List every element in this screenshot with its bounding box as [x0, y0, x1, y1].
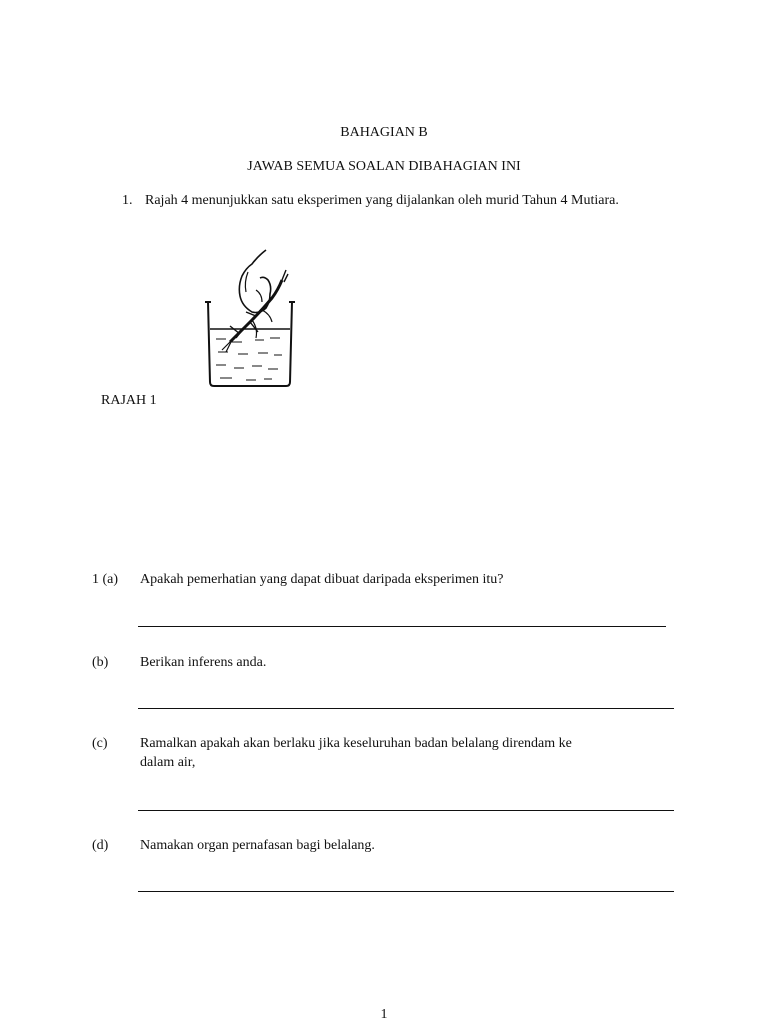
- figure-caption: RAJAH 1: [101, 393, 157, 408]
- part-c-question: Ramalkan apakah akan berlaku jika keseluruhan badan belalang direndam ke: [140, 736, 572, 751]
- part-d-answer-line[interactable]: [138, 891, 674, 892]
- page-number: 1: [380, 1007, 388, 1022]
- section-title: BAHAGIAN B: [340, 125, 428, 140]
- part-c-label: (c): [92, 736, 108, 751]
- part-d-question: Namakan organ pernafasan bagi belalang.: [140, 838, 375, 853]
- part-a-answer-line[interactable]: [138, 626, 666, 627]
- part-c-answer-line[interactable]: [138, 810, 674, 811]
- grasshopper-beaker-illustration: [200, 242, 300, 392]
- section-instruction: JAWAB SEMUA SOALAN DIBAHAGIAN INI: [247, 159, 521, 174]
- part-b-question: Berikan inferens anda.: [140, 655, 267, 670]
- part-a-label: 1 (a): [92, 572, 119, 587]
- question-number: 1.: [122, 193, 133, 208]
- part-d-label: (d): [92, 838, 109, 853]
- part-c-question-continued: dalam air,: [140, 755, 196, 770]
- part-a-question: Apakah pemerhatian yang dapat dibuat daripada eksperimen itu?: [140, 572, 504, 587]
- part-b-label: (b): [92, 655, 109, 670]
- part-b-answer-line[interactable]: [138, 708, 674, 709]
- question-intro: Rajah 4 menunjukkan satu eksperimen yang dijalankan oleh murid Tahun 4 Mutiara.: [145, 193, 619, 208]
